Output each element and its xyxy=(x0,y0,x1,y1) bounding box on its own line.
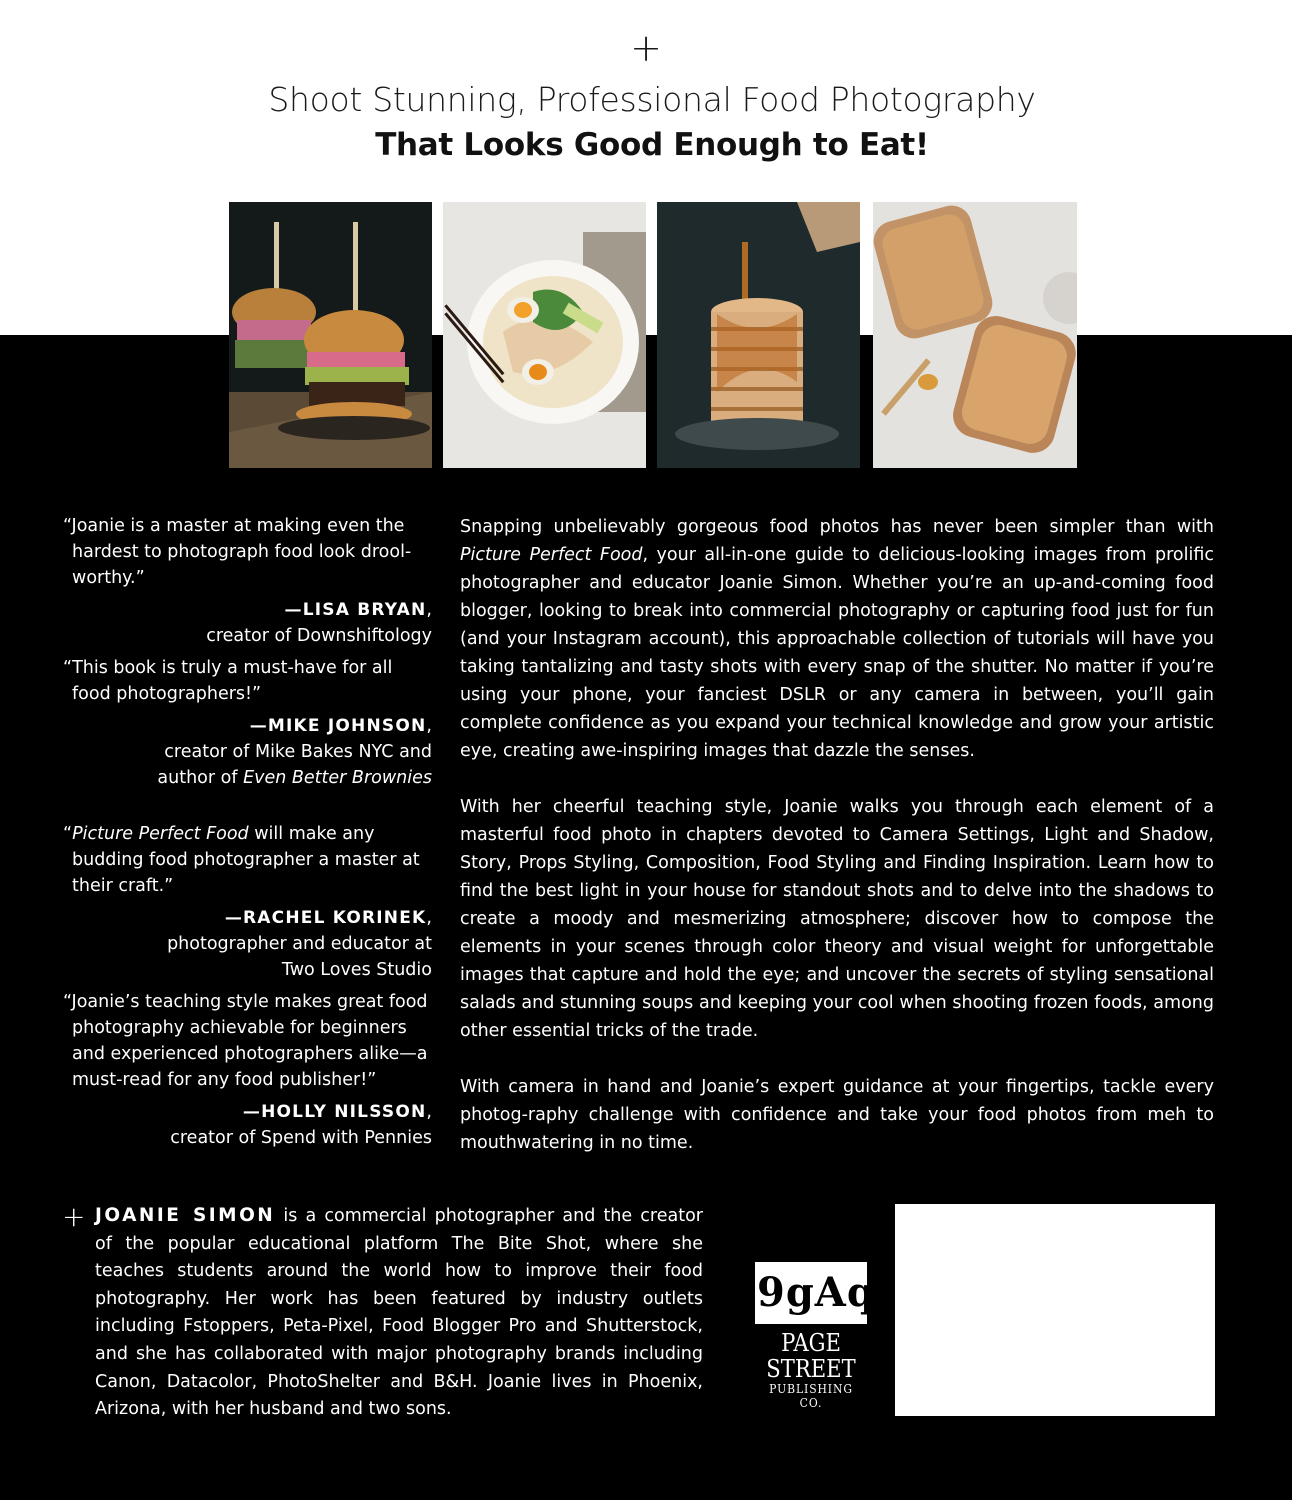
barcode-area xyxy=(895,1204,1215,1416)
attribution: —LISA BRYAN, creator of Downshiftology xyxy=(58,597,432,649)
description-paragraph: With camera in hand and Joanie’s expert guidance at your fingertips, tackle every photog-raphy challenge with confidence and take your food photos from meh to mouthwatering in no time. xyxy=(460,1077,1214,1153)
testimonial xyxy=(58,821,432,983)
book-description xyxy=(460,513,1214,1185)
quote-author-role: photographer and educator at xyxy=(167,934,432,954)
author-bio xyxy=(95,1202,703,1424)
quote-author-role: creator of Downshiftology xyxy=(206,626,432,646)
plus-ornament-top: + xyxy=(630,26,662,70)
attribution: —HOLLY NILSSON, creator of Spend with Pennies xyxy=(58,1099,432,1151)
ramen-photo xyxy=(443,202,646,468)
headline-line-2: That Looks Good Enough to Eat! xyxy=(375,127,929,163)
testimonial xyxy=(58,989,432,1151)
quote-author-role: Two Loves Studio xyxy=(281,960,432,980)
book-title: Picture Perfect Food xyxy=(72,824,249,844)
testimonial xyxy=(58,513,432,649)
publisher-mark: 9gAq xyxy=(755,1262,867,1324)
author-name: JOANIE SIMON xyxy=(95,1205,276,1226)
book-title: Picture Perfect Food xyxy=(460,545,643,565)
quote-text: “Picture Perfect Food will make any budding food photographer a master at their craft.” xyxy=(63,824,420,896)
quote-author: —HOLLY NILSSON xyxy=(242,1102,427,1122)
book-title: Even Better Brownies xyxy=(243,768,432,788)
quote-author: —LISA BRYAN xyxy=(284,600,427,620)
plus-ornament-bio: + xyxy=(62,1200,86,1233)
testimonial xyxy=(58,655,432,791)
publisher-sub: PUBLISHING CO. xyxy=(769,1382,853,1410)
quote-author: —RACHEL KORINEK xyxy=(224,908,427,928)
description-paragraph: Snapping unbelievably gorgeous food photos has never been simpler than with Picture Perfect Food, your all-in-one guide to delicious-looking images from prolific photographer and educator Joanie Simon. Whether you’re an up-and-coming food blogger, looking to break into commercial photography or capturing food just for fun (and your Instagram account), this approachable collection of tutorials will have you taking tantalizing and tasty shots with every snap of the shutter. No matter if you’re using your phone, your fanciest DSLR or any camera in between, you’ll gain complete confidence as you expand your technical knowledge and grow your artistic eye, creating awe-inspiring images that dazzle the senses. xyxy=(460,517,1215,761)
quote-author: —MIKE JOHNSON xyxy=(249,716,427,736)
publisher-logo xyxy=(752,1262,876,1418)
publisher-name: PAGE STREET xyxy=(766,1329,856,1383)
quote-text: “Joanie’s teaching style makes great food photography achievable for beginners and experienced photographers alike—a must-read for any food publisher!” xyxy=(63,992,428,1090)
toast-photo xyxy=(873,202,1077,468)
pancake-photo xyxy=(657,202,860,468)
quote-author-role: creator of Spend with Pennies xyxy=(170,1128,432,1148)
quote-author-role-prefix: author of xyxy=(157,768,244,788)
description-paragraph: With her cheerful teaching style, Joanie walks you through each element of a masterful food photo in chapters devoted to Camera Settings, Light and Shadow, Story, Props Styling, Composition, Food Styling and Finding Inspiration. Learn how to find the best light in your house for standout shots and to delve into the shadows to create a moody and mesmerizing atmosphere; discover how to compose the elements in your scenes through color theory and visual weight for unforgettable images that capture and hold the eye; and uncover the secrets of styling sensational salads and stunning soups and keeping your cool when shooting frozen foods, among other essential tricks of the trade. xyxy=(460,797,1214,1041)
burger-photo xyxy=(229,202,432,468)
attribution: —MIKE JOHNSON, creator of Mike Bakes NYC and author of Even Better Brownies xyxy=(58,713,432,791)
author-bio-text: is a commercial photographer and the creator of the popular educational platform The Bite Shot, where she teaches students around the world how to improve their food photography. Her work has been featured by industry outlets including Fstoppers, Peta-Pixel, Food Blogger Pro and Shutterstock, and she has collaborated with major photography brands including Canon, Datacolor, PhotoShelter and B&H. Joanie lives in Phoenix, Arizona, with her husband and two sons. xyxy=(95,1206,703,1420)
headline-line-1: Shoot Stunning, Professional Food Photography xyxy=(268,80,1036,119)
quote-author-role: creator of Mike Bakes NYC and xyxy=(164,742,432,762)
quote-text: “This book is truly a must-have for all food photographers!” xyxy=(63,658,393,704)
attribution: —RACHEL KORINEK, photographer and educator at Two Loves Studio xyxy=(58,905,432,983)
quote-text: “Joanie is a master at making even the hardest to photograph food look drool-worthy.” xyxy=(63,516,412,588)
